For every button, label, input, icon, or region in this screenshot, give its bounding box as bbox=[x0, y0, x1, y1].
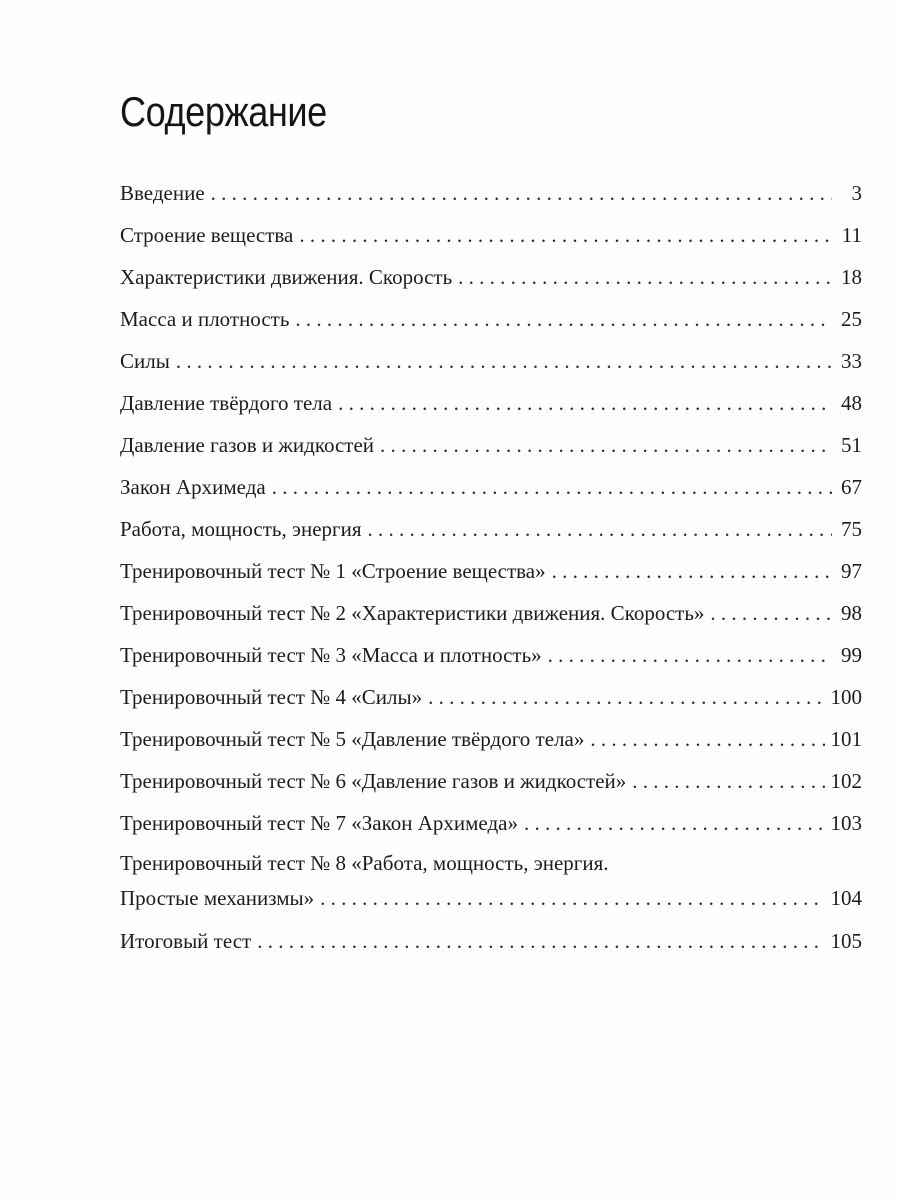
dot-leader bbox=[272, 466, 832, 508]
toc-page-number: 99 bbox=[841, 643, 862, 667]
dot-leader bbox=[552, 550, 832, 592]
table-of-contents bbox=[120, 172, 862, 962]
toc-entry-title: Строение вещества bbox=[120, 223, 294, 247]
toc-entry-title: Итоговый тест bbox=[120, 929, 252, 953]
toc-entry bbox=[120, 920, 862, 962]
dot-leader bbox=[548, 634, 832, 676]
toc-page-number: 51 bbox=[841, 433, 862, 457]
toc-page-number: 103 bbox=[830, 811, 862, 835]
dot-leader bbox=[710, 592, 832, 634]
toc-entry-title-line2: Простые механизмы» bbox=[120, 886, 315, 910]
toc-page-number: 102 bbox=[830, 769, 862, 793]
dot-leader bbox=[211, 172, 832, 214]
dot-leader bbox=[380, 424, 832, 466]
toc-page-number: 104 bbox=[830, 886, 862, 910]
toc-entry-continuation bbox=[120, 880, 862, 916]
toc-entry-title: Введение bbox=[120, 181, 205, 205]
toc-page-number: 97 bbox=[841, 559, 862, 583]
toc-entry bbox=[120, 676, 862, 718]
toc-entry bbox=[120, 424, 862, 466]
toc-entry bbox=[120, 382, 862, 424]
toc-entry-title: Характеристики движения. Скорость bbox=[120, 265, 453, 289]
toc-entry bbox=[120, 214, 862, 256]
toc-entry-title: Тренировочный тест № 1 «Строение вещества» bbox=[120, 559, 546, 583]
toc-entry bbox=[120, 466, 862, 508]
toc-entry-title: Давление твёрдого тела bbox=[120, 391, 333, 415]
toc-page-number: 25 bbox=[841, 307, 862, 331]
dot-leader bbox=[428, 676, 824, 718]
toc-entry bbox=[120, 592, 862, 634]
toc-page-number: 33 bbox=[841, 349, 862, 373]
toc-page-number: 48 bbox=[841, 391, 862, 415]
dot-leader bbox=[295, 298, 832, 340]
toc-entry bbox=[120, 760, 862, 802]
toc-entry-title: Тренировочный тест № 7 «Закон Архимеда» bbox=[120, 811, 518, 835]
dot-leader bbox=[320, 880, 824, 916]
toc-entry bbox=[120, 634, 862, 676]
dot-leader bbox=[632, 760, 824, 802]
toc-page-number: 75 bbox=[841, 517, 862, 541]
page-title: Содержание bbox=[120, 88, 327, 135]
toc-entry-title: Тренировочный тест № 5 «Давление твёрдого тела» bbox=[120, 727, 585, 751]
toc-entry-title: Давление газов и жидкостей bbox=[120, 433, 375, 457]
toc-entry-title: Силы bbox=[120, 349, 170, 373]
toc-page-number: 3 bbox=[851, 181, 862, 205]
toc-entry bbox=[120, 844, 862, 920]
dot-leader bbox=[458, 256, 832, 298]
toc-entry bbox=[120, 718, 862, 760]
toc-page-number: 101 bbox=[830, 727, 862, 751]
toc-entry bbox=[120, 340, 862, 382]
toc-entry-title: Работа, мощность, энергия bbox=[120, 517, 362, 541]
dot-leader bbox=[338, 382, 832, 424]
toc-entry bbox=[120, 508, 862, 550]
toc-page-number: 98 bbox=[841, 601, 862, 625]
toc-entry-title: Тренировочный тест № 3 «Масса и плотность» bbox=[120, 643, 542, 667]
dot-leader bbox=[257, 920, 824, 962]
toc-entry bbox=[120, 802, 862, 844]
dot-leader bbox=[368, 508, 832, 550]
toc-page-number: 67 bbox=[841, 475, 862, 499]
toc-entry-title: Масса и плотность bbox=[120, 307, 290, 331]
dot-leader bbox=[590, 718, 824, 760]
dot-leader bbox=[524, 802, 825, 844]
toc-entry-title: Тренировочный тест № 6 «Давление газов и жидкостей» bbox=[120, 769, 627, 793]
toc-page-number: 100 bbox=[830, 685, 862, 709]
toc-page-number: 18 bbox=[841, 265, 862, 289]
toc-page-number: 105 bbox=[830, 929, 862, 953]
toc-entry-title: Тренировочный тест № 4 «Силы» bbox=[120, 685, 423, 709]
toc-entry bbox=[120, 550, 862, 592]
dot-leader bbox=[299, 214, 832, 256]
toc-entry-title: Тренировочный тест № 8 «Работа, мощность, энергия. bbox=[120, 851, 609, 875]
dot-leader bbox=[176, 340, 832, 382]
toc-entry bbox=[120, 172, 862, 214]
toc-entry bbox=[120, 298, 862, 340]
toc-page-number: 11 bbox=[841, 223, 862, 247]
toc-entry bbox=[120, 256, 862, 298]
toc-entry-title: Тренировочный тест № 2 «Характеристики движения. Скорость» bbox=[120, 601, 705, 625]
toc-entry-title: Закон Архимеда bbox=[120, 475, 266, 499]
